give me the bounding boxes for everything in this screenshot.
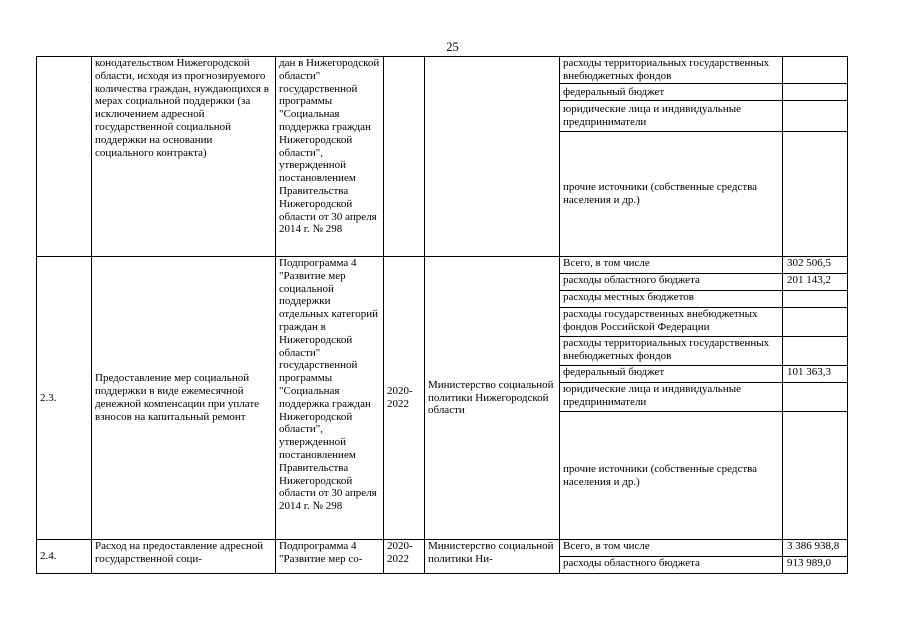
source-value: 201 143,2 xyxy=(783,274,848,291)
executor: Министерство социальной политики Нижегородской области xyxy=(425,257,560,540)
measure-name: конодательством Нижегородской области, исходя из прогнозируемого количества граждан, нуждающихся в мерах социальной поддержки (за исключением адресной государственной социальной поддержки на основании социального контракта) xyxy=(92,57,276,257)
table-row xyxy=(37,540,848,557)
executor: Министерство социальной политики Ни- xyxy=(425,540,560,574)
source-label: расходы областного бюджета xyxy=(560,274,783,291)
source-label: федеральный бюджет xyxy=(560,366,783,383)
source-value xyxy=(783,291,848,308)
source-value xyxy=(783,57,848,84)
source-value: 101 363,3 xyxy=(783,366,848,383)
source-label: федеральный бюджет xyxy=(560,84,783,101)
period: 2020-2022 xyxy=(384,540,425,574)
source-value: 302 506,5 xyxy=(783,257,848,274)
source-value: 913 989,0 xyxy=(783,557,848,574)
source-label: расходы территориальных государственных внебюджетных фондов xyxy=(560,57,783,84)
source-label: прочие источники (собственные средства населения и др.) xyxy=(560,132,783,257)
row-number: 2.3. xyxy=(37,257,92,540)
executor xyxy=(425,57,560,257)
source-label: расходы государственных внебюджетных фондов Российской Федерации xyxy=(560,308,783,337)
source-label: Всего, в том числе xyxy=(560,257,783,274)
source-label: расходы областного бюджета xyxy=(560,557,783,574)
program-reference: Подпрограмма 4 "Развитие мер социальной поддержки отдельных категорий граждан в Нижегородской области" государственной программы "Социальная поддержка граждан Нижегородской области", утвержденной постановлением Правительства Нижегородской области от 30 апреля 2014 г. № 298 xyxy=(276,257,384,540)
source-label: расходы территориальных государственных внебюджетных фондов xyxy=(560,337,783,366)
funding-table xyxy=(36,56,848,574)
measure-name: Расход на предоставление адресной государственной соци- xyxy=(92,540,276,574)
source-label: Всего, в том числе xyxy=(560,540,783,557)
table-row xyxy=(37,57,848,84)
source-label: юридические лица и индивидуальные предприниматели xyxy=(560,383,783,412)
period xyxy=(384,57,425,257)
row-number xyxy=(37,57,92,257)
source-value xyxy=(783,132,848,257)
source-value: 3 386 938,8 xyxy=(783,540,848,557)
source-label: юридические лица и индивидуальные предприниматели xyxy=(560,101,783,132)
source-label: прочие источники (собственные средства населения и др.) xyxy=(560,412,783,540)
source-value xyxy=(783,383,848,412)
program-reference: дан в Нижегородской области" государственной программы "Социальная поддержка граждан Нижегородской области", утвержденной постановлением Правительства Нижегородской области от 30 апреля 2014 г. № 298 xyxy=(276,57,384,257)
measure-name: Предоставление мер социальной поддержки в виде ежемесячной денежной компенсации при уплате взносов на капитальный ремонт xyxy=(92,257,276,540)
program-reference: Подпрограмма 4 "Развитие мер со- xyxy=(276,540,384,574)
source-value xyxy=(783,412,848,540)
source-value xyxy=(783,84,848,101)
table-row xyxy=(37,257,848,274)
page-number: 25 xyxy=(446,40,459,54)
row-number: 2.4. xyxy=(37,540,92,574)
source-value xyxy=(783,308,848,337)
source-value xyxy=(783,101,848,132)
source-value xyxy=(783,337,848,366)
period: 2020-2022 xyxy=(384,257,425,540)
source-label: расходы местных бюджетов xyxy=(560,291,783,308)
